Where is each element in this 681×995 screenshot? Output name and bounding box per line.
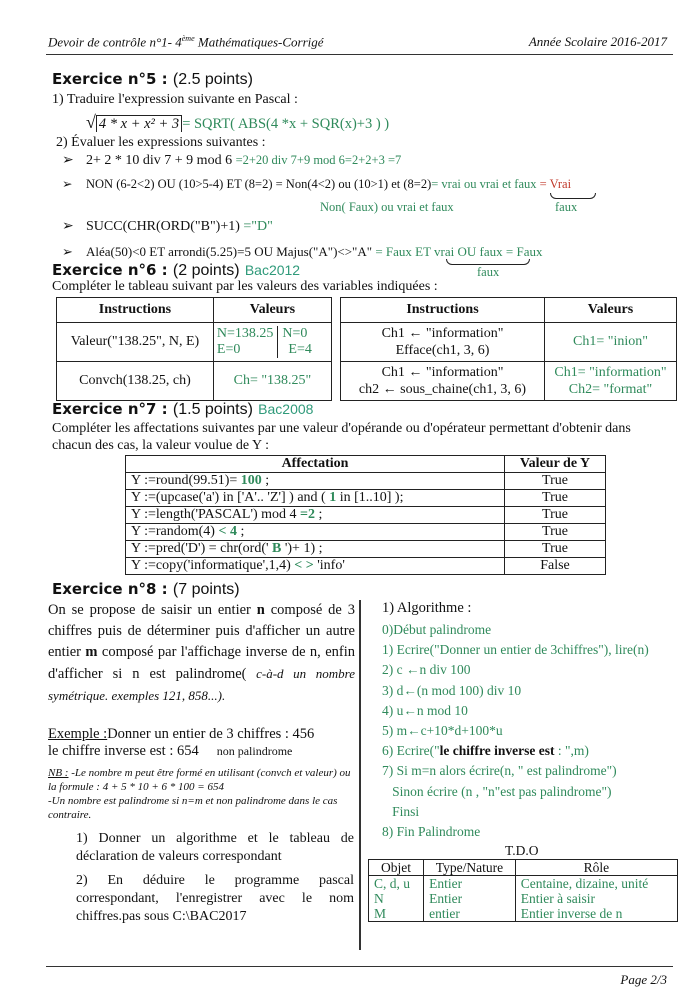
ex6-title: Exercice n°6 : [52,261,168,279]
ex8-nb [48,766,353,822]
value-cell: True [505,524,606,541]
column-divider [359,600,361,950]
example-text: Donner un entier de 3 chiffres : 456 [107,726,315,742]
affectation-cell [126,524,505,541]
sqrt-expression: 4 * x + x² + 3 [96,115,182,132]
text: composé de 3 chiffres puis de déterminer puis d'afficher un autre entier [48,602,355,660]
ex6-heading [52,261,300,280]
tdo-cell: C, d, u [369,876,424,892]
ex5-sqrt-line: √ 4 * x + x² + 3 = SQRT( ABS(4 *x + SQR(x)+3 ) ) [86,112,390,132]
arrow-bullet-icon: ➢ [62,219,74,234]
instruction-cell: Valeur("138.25", N, E) [57,323,214,362]
col-header: Rôle [515,860,677,876]
text: Y :=(upcase('a') in ['A'.. 'Z'] ) and ( [131,490,330,505]
value-cell: Ch= "138.25" [213,362,331,401]
table-row [369,891,678,906]
header-sup: ème [181,34,195,43]
text: in [1..10] ); [336,490,404,505]
value: Ch2= "format" [568,382,653,397]
b4-answer-2: faux = Faux [476,244,543,259]
alg-step: 4) u←n mod 10 [382,702,468,718]
b4-question: Aléa(50)<0 ET arrondi(5.25)=5 OU Majus("A")<>"A" [86,244,376,259]
ex8-example-2 [48,743,292,760]
affectation-cell [126,558,505,575]
tdo-table [368,859,678,922]
ex6-table-left [56,297,332,401]
ex6-table-right [340,297,677,401]
header-left: Devoir de contrôle n°1- 4 [48,34,182,50]
ex7-heading [52,400,313,419]
ex5-bullet-1 [62,152,401,169]
alg-title: 1) Algorithme : [382,600,472,616]
tdo-cell: Entier à saisir [515,891,677,906]
b4-answer-1: = Faux ET vrai OU [375,244,477,259]
table-row [369,906,678,922]
ex7-bac: Bac2008 [258,401,314,417]
header-left-suffix: Mathématiques-Corrigé [194,34,324,50]
footer-rule [46,966,673,967]
tdo-cell: Entier [424,891,516,906]
ex6-bac: Bac2012 [244,262,301,278]
b2-answer-2: vrai et faux [479,177,537,191]
b2-question: NON (6-2<2) OU (10>5-4) ET (8=2) = Non(4<2) ou (10>1) et (8=2) [86,177,432,191]
col-header: Valeur de Y [505,456,606,473]
ex7-intro-2: chacun des cas, la valeur voulue de Y : [52,438,270,453]
value: E=4 [288,342,312,357]
ex8-q2: 2) En déduire le programme pascal correspondant, l'enregistrer avec le nom chiffres.pas sous C:\BAC2017 [76,873,354,924]
instr-line: Ch1 ← "information" [381,326,504,341]
alg-step: 3) d←(n mod 100) div 10 [382,682,522,698]
table-row [369,876,678,892]
b2-answer-1: = vrai ou [431,177,480,191]
text: Y :=copy('informatique',1,4) [131,558,295,573]
algorithm [382,620,649,842]
value: N=0 [282,326,308,341]
ex6-points: (2 points) [172,262,240,279]
ex8-heading [52,580,240,599]
header-title [48,34,324,50]
b4-brace-label: faux [477,265,500,279]
table-row [126,541,606,558]
tdo-cell: M [369,906,424,922]
ex8-example [48,726,314,743]
text: Y :=pred('D') = chr(ord(' [131,541,273,556]
alg-step [382,741,649,761]
table-row [341,362,677,401]
alg-step: 7) Si m=n alors écrire(n, " est palindrome") [382,763,617,779]
b3-answer: ="D" [243,219,273,234]
ex8-points: (7 points) [172,581,240,598]
value: N=138.25 [216,326,274,341]
text: On se propose de saisir un entier [48,602,257,618]
value: E=0 [216,342,241,357]
table-row [341,323,677,362]
b2-sub: Non( Faux) ou vrai et faux [320,200,454,214]
ex7-title: Exercice n°7 : [52,400,168,418]
col-header: Instructions [57,298,214,323]
value-cell: Ch1= "inion" [545,323,677,362]
table-row [57,323,332,362]
text: 6) Ecrire(" [382,743,440,759]
alg-step: Sinon écrire (n , "n"est pas palindrome") [382,783,612,799]
tdo-cell: Centaine, dizaine, unité [515,876,677,892]
arrow-bullet-icon: ➢ [62,153,74,168]
col-header: Affectation [126,456,505,473]
affectation-cell [126,473,505,490]
alg-step: Finsi [382,803,420,819]
table-row [126,558,606,575]
value-cell: True [505,541,606,558]
ex7-table [125,455,606,575]
text: ; [315,507,323,522]
b2-brace-label: faux [555,200,578,214]
table-row [57,362,332,401]
ex5-q1: 1) Traduire l'expression suivante en Pascal : [52,92,298,107]
page-number: Page 2/3 [620,972,667,987]
col-header: Valeurs [213,298,331,323]
arrow-bullet-icon: ➢ [62,177,73,191]
alg-step: 0)Début palindrome [382,622,492,637]
value-cell: True [505,473,606,490]
affectation-cell [126,507,505,524]
tdo-cell: Entier inverse de n [515,906,677,922]
alg-step: 1) Ecrire("Donner un entier de 3chiffres"), lire(n) [382,642,649,658]
value-cell [545,362,677,401]
brace [550,193,596,199]
table-row [126,507,606,524]
b2-result: = Vrai [536,177,572,191]
text: 'info' [313,558,345,573]
ex5-title: Exercice n°5 : [52,70,168,88]
b3-question: SUCC(CHR(ORD("B")+1) [86,219,244,234]
answer: < 4 [218,524,237,539]
ex5-heading [52,70,253,89]
instr-line: Efface(ch1, 3, 6) [395,343,490,358]
table-row [126,473,606,490]
ex5-bullet-4 [62,244,542,260]
text: c-à-d un nombre symétrique. exemples 121, 858...). [48,666,355,703]
text: le chiffre inverse est [439,743,555,759]
value-cell: False [505,558,606,575]
tdo-cell: entier [424,906,516,922]
b1-answer: =2+20 div 7+9 mod 6=2+2+3 =7 [235,153,402,167]
header-rule [46,54,673,55]
table-row [126,490,606,507]
ex5-bullet-3 [62,218,273,235]
ex5-points: (2.5 points) [172,71,253,88]
ex5-q2: 2) Évaluer les expressions suivantes : [56,135,266,150]
b1-question: 2+ 2 * 10 div 7 + 9 mod 6 [86,153,236,168]
col-header: Type/Nature [424,860,516,876]
ex7-points: (1.5 points) [172,401,253,418]
text: composé par l'affichage inverse de n, enfin d'afficher si n est palindrome( [48,644,355,682]
text: : ",m) [554,743,589,759]
answer: B [272,541,282,556]
answer: < > [294,558,314,573]
text: Y :=random(4) [131,524,219,539]
ex8-statement [48,600,355,707]
nb-label: NB : [48,767,69,779]
sqrt-answer: = SQRT( ABS(4 *x + SQR(x)+3 ) ) [182,116,390,132]
nb-text: -Le nombre m peut être formé en utilisant (convch et valeur) ou la formule : 4 + 5 * 10 + 6 * 100 = 654 [48,767,351,793]
header-year: Année Scolaire 2016-2017 [528,34,667,49]
answer: =2 [300,507,316,522]
instr-line: Ch1 ← "information" [381,365,504,380]
instr-line: ch2 ← sous_chaine(ch1, 3, 6) [358,382,527,397]
text: ; [261,473,270,488]
alg-step: 5) m←c+10*d+100*u [382,723,503,739]
table-row [126,524,606,541]
instruction-cell [341,362,545,401]
tdo-cell: Entier [424,876,516,892]
text: Y :=length('PASCAL') mod 4 [131,507,301,522]
text: Y :=round(99.51)= [131,473,241,488]
ex8-q1: 1) Donner un algorithme et le tableau de déclaration de valeurs correspondant [76,831,354,864]
affectation-cell [126,490,505,507]
tdo-cell: N [369,891,424,906]
affectation-cell [126,541,505,558]
col-header: Instructions [341,298,545,323]
nb-text: -Un nombre est palindrome si n=m et non palindrome dans le cas contraire. [48,795,338,821]
text: ; [236,524,245,539]
alg-step: 8) Fin Palindrome [382,824,481,840]
example-line: le chiffre inverse est : 654 [48,743,199,759]
col-header: Objet [369,860,424,876]
value-cell: True [505,490,606,507]
ex7-intro-1: Compléter les affectations suivantes par une valeur d'opérande ou d'opérateur permettant d'obtenir dans [52,421,631,436]
instruction-cell [341,323,545,362]
tdo-title: T.D.O [505,843,539,858]
value-cell: True [505,507,606,524]
answer: 100 [240,473,262,488]
ex5-bullet-2 [62,176,571,192]
arrow-bullet-icon: ➢ [62,244,73,259]
example-note: non palindrome [216,744,293,758]
answer: 1 [329,490,337,505]
value: Ch1= "information" [554,365,667,380]
col-header: Valeurs [545,298,677,323]
instruction-cell: Convch(138.25, ch) [57,362,214,401]
ex8-title: Exercice n°8 : [52,580,168,598]
text: m [85,644,98,660]
text: ')+ 1) ; [281,541,323,556]
value-cell [213,323,331,362]
text: n [256,602,265,618]
alg-step: 2) c ←n div 100 [382,662,471,678]
example-label: Exemple : [48,726,108,742]
ex6-intro: Compléter le tableau suivant par les valeurs des variables indiquées : [52,279,438,294]
